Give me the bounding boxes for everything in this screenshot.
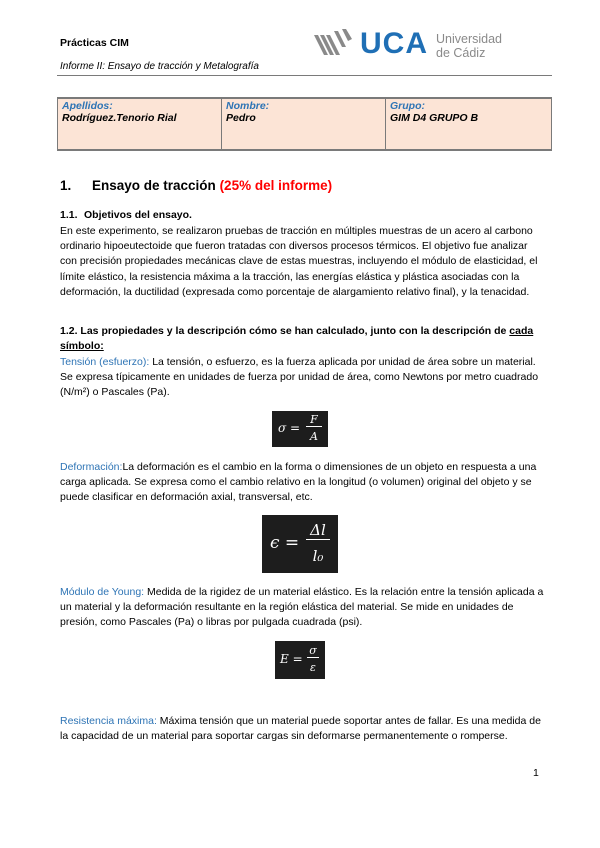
tension-formula-numerator: F (306, 413, 322, 427)
tension-formula-denominator: A (310, 430, 318, 443)
deformacion-formula (262, 515, 338, 573)
section-1-weight: (25% del informe) (219, 178, 333, 193)
uca-acronym: UCA (360, 27, 428, 60)
nombre-cell (222, 98, 386, 150)
young-formula-lhs: E = (280, 652, 303, 666)
tension-formula (272, 411, 328, 447)
deformacion-paragraph (60, 460, 545, 506)
young-term: Módulo de Young: (60, 586, 145, 598)
nombre-value: Pedro (226, 112, 256, 124)
apellidos-value: Rodríguez.Tenorio Rial (62, 112, 177, 124)
deformacion-term: Deformación: (60, 461, 123, 473)
uca-emblem-icon (314, 29, 352, 55)
section-1-2-title-underlined: cada símbolo: (60, 325, 534, 353)
deformacion-formula-denominator: l₀ (312, 547, 324, 565)
page-number: 1 (533, 767, 539, 779)
header-divider (57, 75, 552, 76)
university-name-line1: Universidad (436, 32, 503, 46)
tension-text: La tensión, o esfuerzo, es la fuerza aplicada por unidad de área sobre un material. Se expresa típicamente en unidades de fuerza por unidad de área, como Newtons por metro cuadrado (N/m²) o Pascales (Pa). (60, 356, 539, 399)
document-header-subtitle: Informe II: Ensayo de tracción y Metalografía (60, 61, 259, 72)
young-paragraph (60, 585, 545, 631)
young-formula-denominator: ε (310, 661, 316, 674)
young-formula (275, 641, 325, 679)
apellidos-cell (58, 98, 222, 150)
young-text: Medida de la rigidez de un material elástico. Es la relación entre la tensión aplicada a un material y la deformación resultante en la región elástica del material. Se mide en unidades de presión, como Pascales (Pa) o libras por pulgada cuadrada (psi). (60, 586, 544, 629)
grupo-label: Grupo: (390, 100, 425, 112)
deformacion-formula-lhs: ϵ = (270, 533, 300, 553)
apellidos-label: Apellidos: (62, 100, 113, 112)
section-1-1-number: 1.1. (60, 209, 78, 221)
university-name (436, 32, 502, 60)
document-header-title: Prácticas CIM (60, 37, 129, 49)
grupo-value: GIM D4 GRUPO B (390, 112, 479, 124)
section-1-number: 1. (60, 178, 72, 193)
section-1-1-heading (60, 209, 192, 221)
section-1-title: Ensayo de tracción (92, 178, 216, 193)
university-name-line2: de Cádiz (436, 46, 486, 60)
resistencia-text: Máxima tensión que un material puede soportar antes de fallar. Es una medida de la capacidad de un material para soportar cargas sin deformarse permanentemente o romperse. (60, 715, 541, 743)
grupo-cell (386, 98, 552, 150)
deformacion-text: La deformación es el cambio en la forma o dimensiones de un objeto en respuesta a una carga aplicada. Se expresa como el cambio relativo en la longitud (o volumen) original del objeto y se puede clasificar en deformación axial, transversal, etc. (60, 461, 537, 504)
section-1-heading (60, 178, 332, 193)
tension-formula-lhs: σ = (278, 421, 301, 435)
young-formula-numerator: σ (307, 644, 319, 658)
section-1-2-title: 1.2. Las propiedades y la descripción cómo se han calculado, junto con la descripción de (60, 325, 510, 337)
resistencia-term: Resistencia máxima: (60, 715, 157, 727)
tension-term: Tensión (esfuerzo): (60, 356, 150, 368)
deformacion-formula-numerator: Δl (306, 521, 330, 540)
section-1-2-heading (60, 324, 545, 354)
section-1-1-title: Objetivos del ensayo. (84, 209, 192, 221)
student-info-table (57, 97, 552, 151)
tension-paragraph (60, 355, 545, 401)
nombre-label: Nombre: (226, 100, 270, 112)
resistencia-paragraph (60, 714, 545, 744)
objectives-paragraph: En este experimento, se realizaron pruebas de tracción en múltiples muestras de un acero al carbono ordinario hipoeutectoide que fueron tratadas con diversos procesos térmicos. El objetivo fue analizar con precisión propiedades mecánicas clave de estas muestras, incluyendo el módulo de elasticidad, el límite elástico, la resistencia máxima a la tracción, las energías elástica y plástica asociadas con la deformación, la ductilidad (expresada como porcentaje de alargamiento relativo final), y la tenacidad. (60, 225, 538, 298)
